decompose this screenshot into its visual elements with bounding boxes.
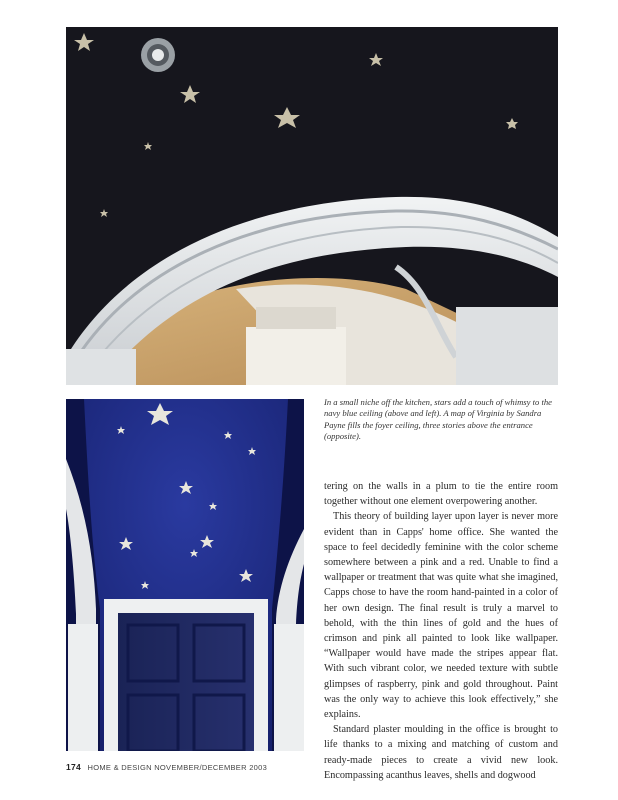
page-footer bbox=[66, 762, 267, 772]
star-icon bbox=[144, 142, 152, 150]
photo-caption: In a small niche off the kitchen, stars add a touch of whimsy to the navy blue ceiling (above and left). A map of Virginia by Sandra Payne fills the foyer ceiling, three stories above the entrance (opposite). bbox=[324, 397, 552, 442]
star-icon bbox=[141, 581, 149, 589]
publication-name: HOME & DESIGN bbox=[87, 763, 152, 772]
star-icon bbox=[180, 85, 200, 103]
article-body bbox=[324, 479, 558, 783]
star-icon bbox=[74, 33, 94, 51]
star-icon bbox=[147, 403, 173, 425]
star-icon bbox=[119, 537, 133, 550]
article-paragraph: Standard plaster moulding in the office is brought to life thanks to a mixing and matching of custom and ready-made pieces to create a vivid new look. Encompassing acanthus leaves, shells and dogwood bbox=[324, 724, 558, 781]
star-icon bbox=[209, 502, 217, 510]
star-icon bbox=[117, 426, 125, 434]
page-number: 174 bbox=[66, 762, 82, 772]
star-icon bbox=[190, 549, 198, 557]
issue-date: NOVEMBER/DECEMBER 2003 bbox=[154, 763, 268, 772]
photo-starry-hallway-ceiling bbox=[66, 399, 304, 751]
article-paragraph: tering on the walls in a plum to tie the entire room together without one element overpowering another. bbox=[324, 481, 558, 508]
star-icon bbox=[274, 107, 300, 128]
star-icon bbox=[248, 447, 256, 455]
star-icon bbox=[239, 569, 253, 582]
star-icon bbox=[100, 209, 108, 217]
star-icon bbox=[200, 535, 214, 548]
star-icon bbox=[224, 431, 232, 439]
star-icon bbox=[179, 481, 193, 494]
star-icon bbox=[506, 118, 518, 129]
star-icon bbox=[369, 53, 383, 66]
article-paragraph: This theory of building layer upon layer is never more evident than in Capps' home office. She wanted the space to feel decidedly feminine with the color scheme somewhere between a pink and a red. Unable to find a wallpaper or treatment that was quite what she imagined, Capps chose to have the room hand-painted in a color of her own design. The final result is truly a marvel to behold, with the thin lines of gold and the hues of crimson and pink all painted to look like wallpaper. “Wallpaper would have made the stripes appear flat. With such vibrant color, we needed texture with subtle glimpses of raspberry, pink and gold throughout. Paint was the only way to achieve this look effectively,” she explains. bbox=[324, 511, 558, 721]
photo-starry-ceiling-arch bbox=[66, 27, 558, 385]
